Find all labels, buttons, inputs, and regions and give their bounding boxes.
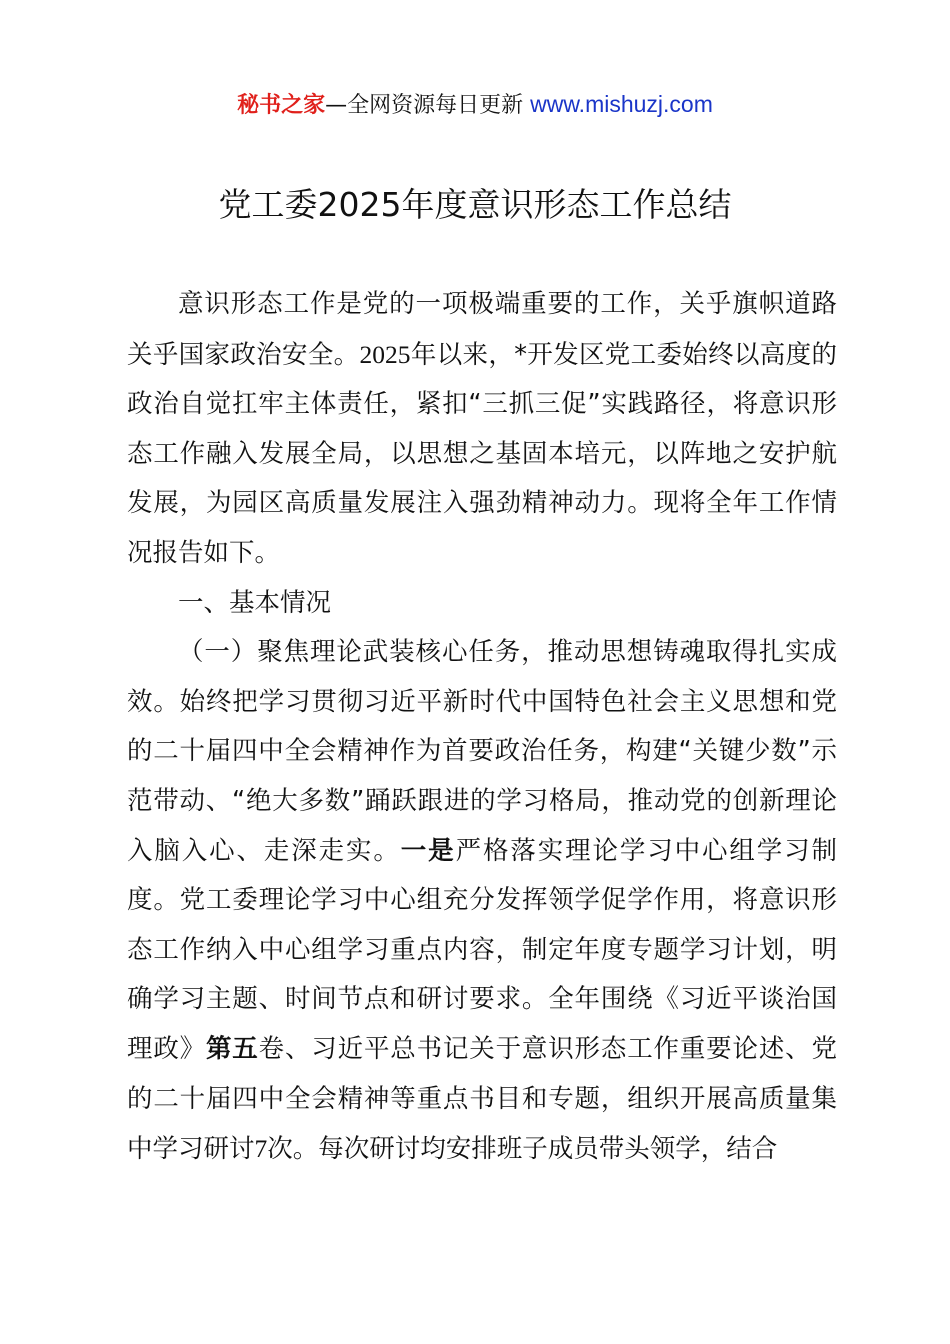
- brand-name: 秘书之家: [237, 93, 326, 118]
- sub1-text-3: 卷、习近平总书记关于意识形态工作重要论述、党的二十届四中全会精神等重点书目和专题，组织开展高质量集中学习研讨: [127, 1033, 837, 1165]
- site-url-link[interactable]: www.mishuzj.com: [530, 91, 713, 117]
- sub1-text-2: 严格落实理论学习中心组学习制度。党工委理论学习中心组充分发挥领学促学作用，将意识形态工作纳入中心组学习重点内容，制定年度专题学习计划，明确学习主题、时间节点和研讨要求。全年围绕《习近平谈治国理政》: [127, 835, 837, 1064]
- header-tagline: —全网资源每日更新: [325, 93, 531, 118]
- sub1-bold-marker-1: 一是: [400, 835, 456, 866]
- sub1-bold-marker-2: 第五: [205, 1033, 259, 1064]
- sub1-text-1: （一）聚焦理论武装核心任务，推动思想铸魂取得扎实成效。始终把学习贯彻习近平新时代中国特色社会主义思想和党的二十届四中全会精神作为首要政治任务，构建“关键少数”示范带动、“绝大多数”踊跃跟进的学习格局，推动党的创新理论入脑入心、走深走实。: [127, 637, 837, 866]
- intro-text-1: 意识形态工作是党的一项极端重要的工作，关乎旗帜道路关乎国家政治安全。: [127, 289, 837, 370]
- subsection-paragraph-1: [127, 628, 837, 1175]
- document-title: 党工委2025年度意识形态工作总结: [218, 185, 732, 224]
- section-heading-basic: 一、基本情况: [178, 587, 332, 618]
- sub1-count: 7: [254, 1134, 268, 1164]
- intro-text-2: 年以来，*开发区党工委始终以高度的政治自觉扛牢主体责任，紧扣“三抓三促”实践路径，将意识形态工作融入发展全局，以思想之基固本培元，以阵地之安护航发展，为园区高质量发展注入强劲精神动力。现将全年工作情况报告如下。: [127, 339, 837, 568]
- site-header: [0, 88, 950, 122]
- intro-year: 2025: [359, 339, 411, 369]
- intro-paragraph: [127, 280, 837, 579]
- sub1-text-4: 次。每次研讨均安排班子成员带头领学，结合: [267, 1134, 778, 1165]
- document-body: [127, 280, 837, 1175]
